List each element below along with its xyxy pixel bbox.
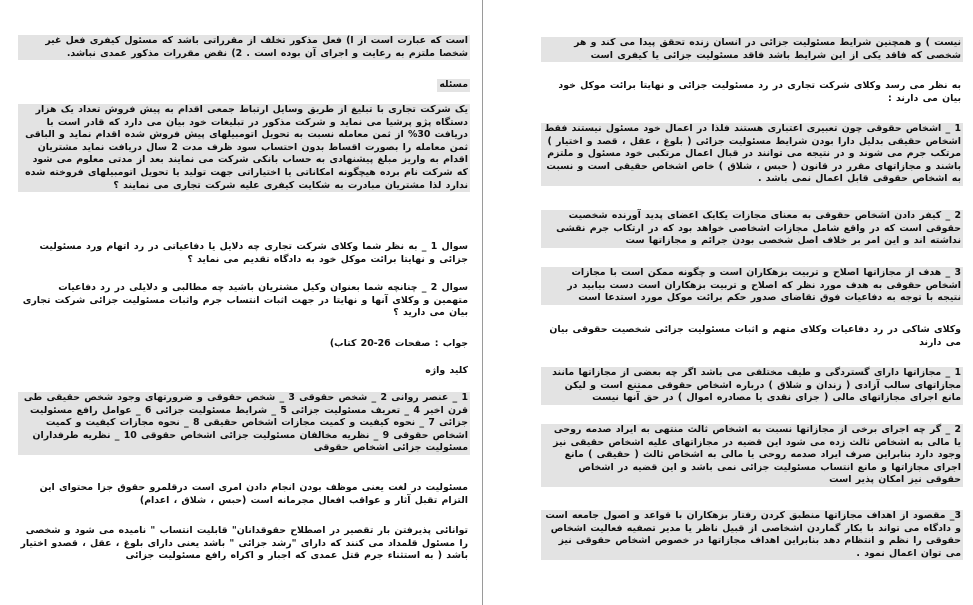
paragraph-case-description: یک شرکت تجاری با تبلیغ از طریق وسایل ارتباط جمعی اقدام به پیش فروش تعداد یک هزار دستگاه پژو پرشیا می نماید و شرکت مذکور در تبلیغات خود بیان می دارد که قادر است با دریافت 30% از ثمن معامله نسبت به تحویل اتومبیلهای پیش فروش شده اقدام نماید و الباقی ثمن معامله را بصورت اقساط بدون احتساب سود ظرف مدت 2 سال دریافت نماید مشتریان اقدام به واریز مبلغ پیشنهادی به حساب بانکی شرکت می نمایند بعد از مدتی معلوم می شود که شرکت نام برده هیچگونه امکاناتی یا اختیاراتی جهت تولید یا تحویل اتومبیلهای فروخته شده ندارد لذا مشتریان مبادرت به شکایت کیفری علیه شرکت تجاری می نمایند ؟: [18, 104, 470, 192]
paragraph-question-1: سوال 1 _ به نظر شما وکلای شرکت تجاری چه دلایل یا دفاعیاتی در رد اتهام ورد مسئولیت جزائی و نهایتا برائت موکل خود به دادگاه تقدیم می نماید ؟: [39, 241, 468, 265]
paragraph-responsibility-definition: مسئولیت در لغت یعنی موظف بودن انجام دادن امری است درقلمرو حقوق جزا محتوای این التزام تقبل آثار و عواقب افعال مجرمانه است (حبس ، شلاق ، اعدام): [39, 482, 468, 506]
paragraph-defense-point-3: 3 _ هدف از مجازاتها اصلاح و تربیت بزهکاران است و چگونه ممکن است با مجازات اشخاص حقوقی به هدف مورد نظر که اصلاح و تربیت بزهکاران است دست بیابید در نتیجه با توجه به دفاعیات فوق تقاضای صدور حکم برائت موکل مورد استدعا است: [541, 267, 963, 305]
paragraph-defense-point-2: 2 _ کیفر دادن اشخاص حقوقی به معنای مجازات یکایک اعضای پدید آورنده شخصیت حقوقی است که در واقع شامل مجازات اشخاصی خواهد بود که در ارتکاب جرم نقشی نداشته اند و این امر بر خلاف اصل شخصی بودن جرائم و مجازاتها ست: [541, 210, 963, 248]
paragraph-defense-intro: به نظر می رسد وکلای شرکت تجاری در رد مسئولیت جزائی و نهایتا برائت موکل خود بیان می دارند :: [558, 80, 961, 104]
paragraph-preceding-text: است که عبارت است از ا) فعل مذکور تخلف از مقرراتی باشد که مسئول کیفری فعل غیر شخصا ملتزم به رعایت و اجرای آن بوده است . 2) نقض مقررات مذکور عمدی نباشد.: [18, 35, 470, 60]
paragraph-plaintiff-intro: وکلای شاکی در رد دفاعیات وکلای متهم و اثبات مسئولیت جزائی شخصیت حقوقی بیان می دارند: [549, 324, 961, 348]
document-page-left: [18, 0, 470, 605]
paragraph-defense-point-1: 1 _ اشخاص حقوقی چون تعبیری اعتباری هستند فلذا در اعمال خود مسئول نیستند فقط اشخاص حقیقی بدلیل دارا بودن شرایط مسئولیت جزائی ( بلوغ ، عقل ، قصد و اختیار ) مرتکب جرم می شوند و در نتیجه می توانند در قبال اعمال مرتکبی خود مسئول و ملتزم باشند و مجازاتهای مقرر در قانون ( حبس ، شلاق ) خاص اشخاص حقیقی است و نسبت به اشخاص حقوقی قابل اعمال نمی باشد .: [541, 123, 963, 186]
section-heading-keywords: کلید واژه: [425, 365, 468, 376]
paragraph-plaintiff-point-3: 3_ مقصود از اهداف مجازاتها منطبق کردن رفتار بزهکاران با قواعد و اصول جامعه است و دادگاه می تواند با بکار گماردن اشخاصی از قبیل ناظر یا مدیر تصفیه فعالیت اشخاص حقوقی را نظم و انتظام دهد بنابراین اهداف مجازاتها در خصوص اشخاص حقوقی نیز می توان اعمال نمود .: [541, 510, 963, 560]
paragraph-answer-reference: جواب : صفحات 26-20 کتاب): [329, 338, 468, 349]
paragraph-keyword-list: 1 _ عنصر روانی 2 _ شخص حقوقی 3 _ شخص حقوقی و ضرورتهای وجود شخص حقیقی طی قرن اخیر 4 _ تعریف مسئولیت جزائی 5 _ شرایط مسئولیت جزائی 6 _ عوامل رافع مسئولیت جزائی 7 _ نحوه کیفیت و کمیت مجازات اشخاص حقیقی 8 _ نحوه مجازات کیفیت و کمیت اشخاص حقوقی 9 _ نظریه مخالفان مسئولیت جزائی اشخاص حقوقی 10 _ نظریه طرفداران مسئولیت جزائی اشخاص حقوقی: [18, 392, 470, 455]
document-page-right: [541, 0, 963, 605]
section-heading-problem: مسئله: [439, 79, 468, 90]
page-divider: [482, 0, 483, 605]
paragraph-attribution-capacity: توانائی پذیرفتن بار تقصیر در اصطلاح حقوقدانان" قابلیت انتساب " نامیده می شود و شخصی را مسئول قلمداد می کنند که دارای "رشد جزائی " باشد یعنی دارای بلوغ ، عقل ، قصدو اختیار باشد ( به استثناء جرم قتل عمدی که اجبار و اکراه رافع مسئولیت جزائی: [20, 525, 468, 562]
paragraph-question-2: سوال 2 _ چنانچه شما بعنوان وکیل مشتریان باشید چه مطالبی و دلایلی در رد دفاعیات متهمین و وکلای آنها و نهایتا در جهت اثبات انتساب جرم واثبات مسئولیت جزائی شرکت تجاری بیان می دارید ؟: [22, 282, 468, 319]
paragraph-plaintiff-point-2: 2 _ گر چه اجرای برخی از مجازاتها نسبت به اشخاص ثالث منتهی به ایراد صدمه روحی یا مالی به اشخاص ثالث زده می شود این قضیه در مجازاتهای علیه اشخاص حقیقی نیز وجود دارد بنابراین صرف ایراد صدمه روحی یا مالی به اشخاص ثالث ( حقیقی ) مانع اجرای مجازاتها و مانع انتساب مسئولیت جزائی نمی باشد و این قضیه در اشخاص حقوقی نیز امکان پذیر است: [541, 424, 963, 487]
paragraph-continuation: نیست ) و همچنین شرایط مسئولیت جزائی در انسان زنده تحقق پیدا می کند و هر شخصی که فاقد یکی از این شرایط باشد فاقد مسئولیت جزائی یا کیفری است: [541, 37, 963, 62]
paragraph-plaintiff-point-1: 1 _ مجازاتها دارای گستردگی و طیف مختلفی می باشد اگر چه بعضی از مجازاتها مانند مجازاتهای سالب آزادی ( زندان و شلاق ) درباره اشخاص حقوقی ممتنع است و لیکن مانع اجرای مجازاتهای مالی ( جزای نقدی یا مصادره اموال ) در حق آنها نیست: [541, 367, 963, 405]
